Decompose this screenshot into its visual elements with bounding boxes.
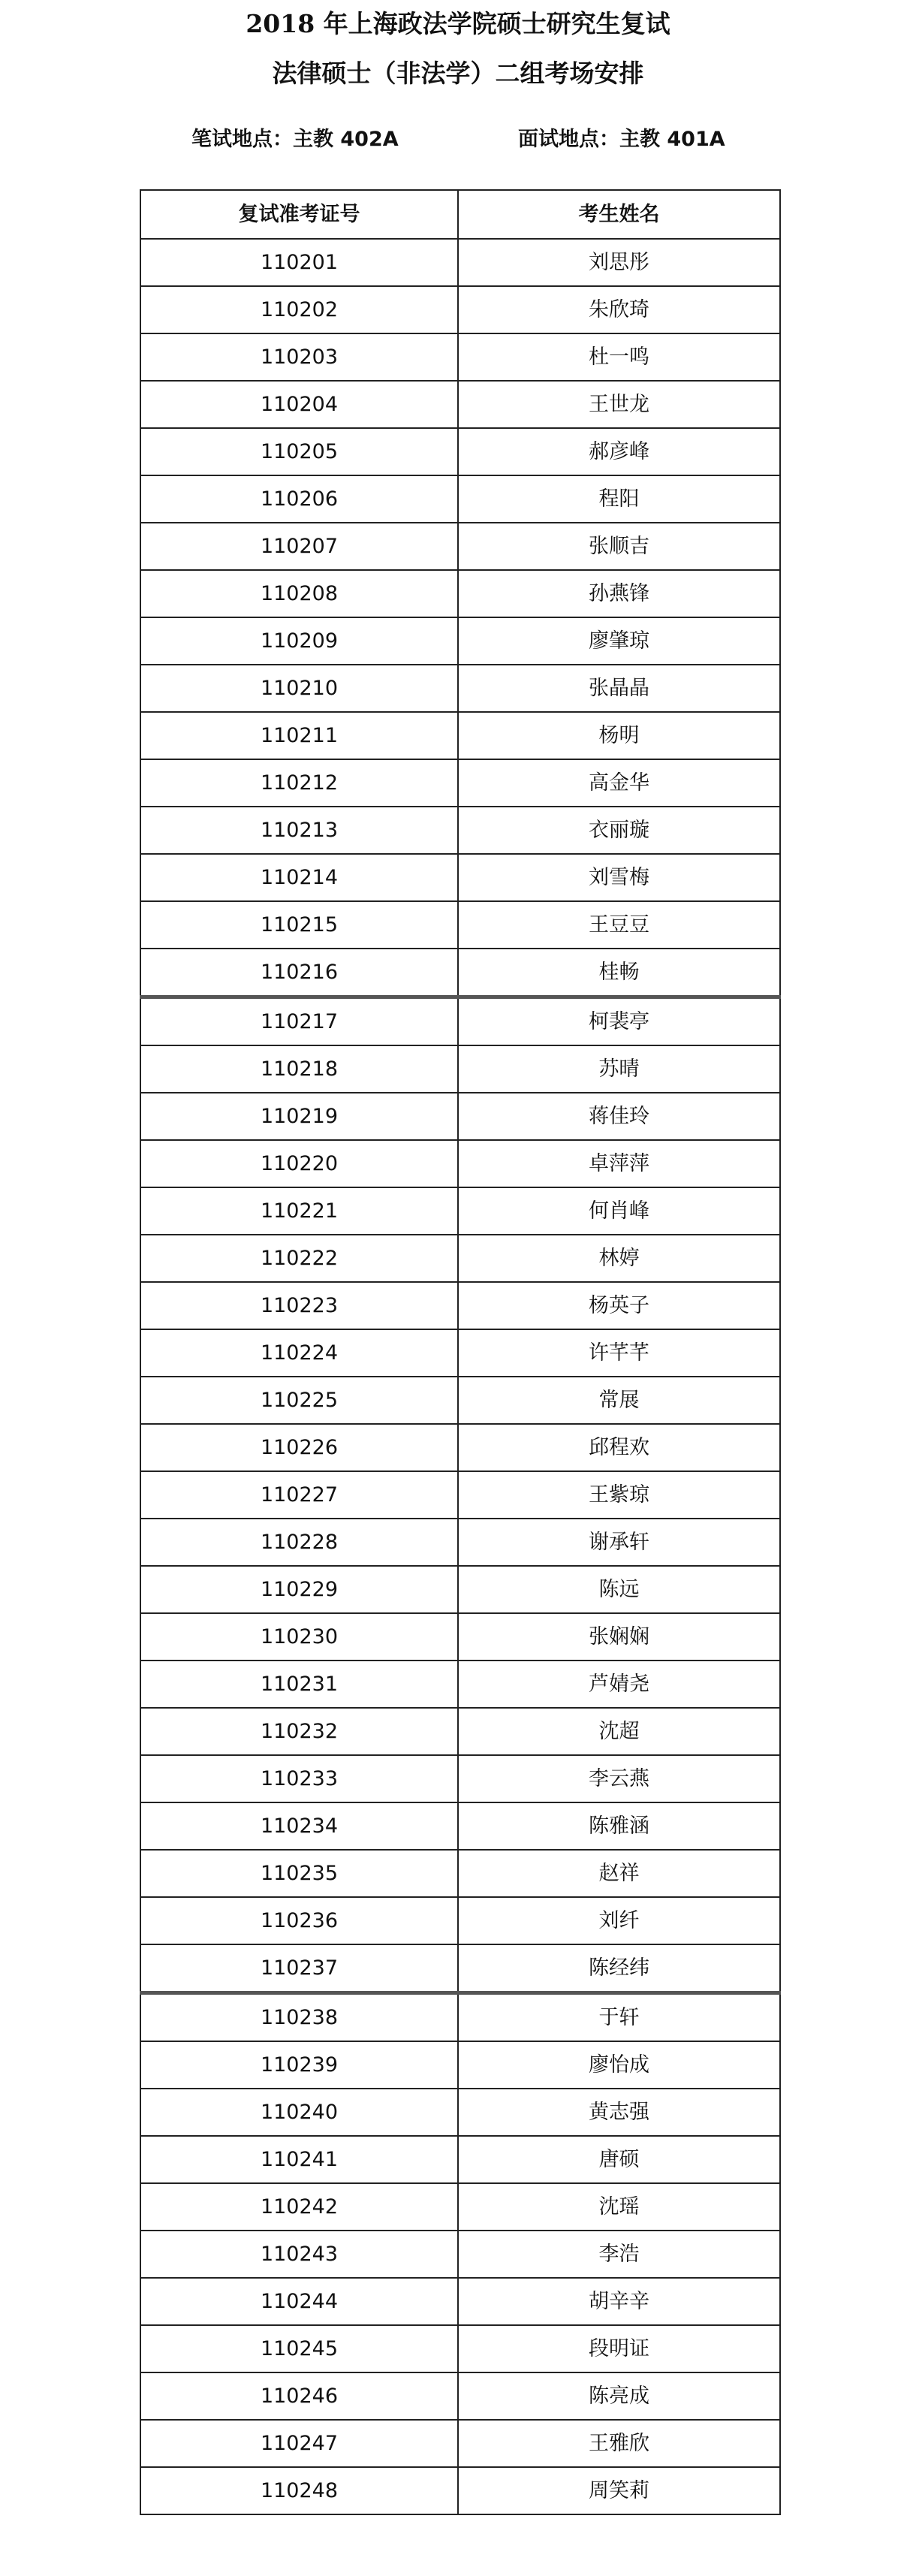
candidate-name: 朱欣琦 (458, 286, 780, 333)
table-row (140, 2136, 780, 2183)
table-row (140, 1045, 780, 1093)
candidate-name: 沈瑶 (458, 2183, 780, 2231)
candidate-name: 王世龙 (458, 381, 780, 428)
candidate-name: 蒋佳玲 (458, 1093, 780, 1140)
candidate-name: 于轩 (458, 1993, 780, 2042)
exam-ticket-number: 110202 (140, 286, 458, 333)
table-row (140, 665, 780, 712)
table-row (140, 759, 780, 807)
table-row (140, 523, 780, 570)
exam-ticket-number: 110203 (140, 333, 458, 381)
exam-ticket-number: 110234 (140, 1802, 458, 1850)
exam-ticket-number: 110218 (140, 1045, 458, 1093)
exam-ticket-number: 110223 (140, 1282, 458, 1329)
interview-location: 面试地点：主教 401A (518, 128, 725, 151)
table-row (140, 2089, 780, 2136)
table-row (140, 2183, 780, 2231)
candidate-name: 黄志强 (458, 2089, 780, 2136)
table-row (140, 997, 780, 1046)
table-row (140, 1329, 780, 1377)
table-row (140, 1093, 780, 1140)
table-row (140, 1897, 780, 1944)
exam-ticket-number: 110233 (140, 1755, 458, 1802)
exam-ticket-number: 110221 (140, 1187, 458, 1235)
exam-ticket-number: 110245 (140, 2325, 458, 2372)
exam-ticket-number: 110240 (140, 2089, 458, 2136)
table-row (140, 286, 780, 333)
candidate-name: 卓萍萍 (458, 1140, 780, 1187)
candidate-name: 谢承轩 (458, 1519, 780, 1566)
exam-ticket-number: 110216 (140, 949, 458, 997)
candidate-name: 孙燕锋 (458, 570, 780, 617)
exam-ticket-number: 110222 (140, 1235, 458, 1282)
table-row (140, 1755, 780, 1802)
table-row (140, 570, 780, 617)
exam-ticket-number: 110211 (140, 712, 458, 759)
table-row (140, 2325, 780, 2372)
candidate-name: 陈经纬 (458, 1944, 780, 1993)
exam-ticket-number: 110244 (140, 2278, 458, 2325)
exam-ticket-number: 110239 (140, 2041, 458, 2089)
exam-ticket-number: 110220 (140, 1140, 458, 1187)
table-row (140, 1993, 780, 2042)
table-row (140, 2278, 780, 2325)
candidate-name: 段明证 (458, 2325, 780, 2372)
candidate-name: 许芊芊 (458, 1329, 780, 1377)
candidate-name: 何肖峰 (458, 1187, 780, 1235)
candidate-name: 周笑莉 (458, 2467, 780, 2514)
exam-ticket-number: 110219 (140, 1093, 458, 1140)
table-row (140, 1282, 780, 1329)
candidate-name: 廖怡成 (458, 2041, 780, 2089)
candidate-name: 衣丽璇 (458, 807, 780, 854)
candidate-name: 陈雅涵 (458, 1802, 780, 1850)
table-row (140, 949, 780, 997)
exam-ticket-number: 110241 (140, 2136, 458, 2183)
candidate-name: 郝彦峰 (458, 428, 780, 475)
page-title: 2018 年上海政法学院硕士研究生复试 (246, 9, 670, 38)
table-row (140, 333, 780, 381)
candidate-name: 张娴娴 (458, 1613, 780, 1661)
exam-ticket-number: 110206 (140, 475, 458, 523)
candidate-name: 杜一鸣 (458, 333, 780, 381)
table-row (140, 475, 780, 523)
table-row (140, 807, 780, 854)
exam-ticket-number: 110225 (140, 1377, 458, 1424)
table-row (140, 1140, 780, 1187)
candidate-name: 王豆豆 (458, 901, 780, 949)
table-row (140, 617, 780, 665)
table-row (140, 1187, 780, 1235)
table-row (140, 1471, 780, 1519)
table-row (140, 428, 780, 475)
candidate-name: 刘思彤 (458, 239, 780, 286)
header-candidate-name: 考生姓名 (458, 190, 780, 239)
candidate-name: 程阳 (458, 475, 780, 523)
table-row (140, 1850, 780, 1897)
table-row (140, 1708, 780, 1755)
exam-ticket-number: 110209 (140, 617, 458, 665)
candidate-name: 林婷 (458, 1235, 780, 1282)
exam-ticket-number: 110242 (140, 2183, 458, 2231)
table-row (140, 1613, 780, 1661)
table-row (140, 381, 780, 428)
candidate-name: 张晶晶 (458, 665, 780, 712)
table-row (140, 1802, 780, 1850)
candidate-name: 芦婧尧 (458, 1661, 780, 1708)
exam-ticket-number: 110236 (140, 1897, 458, 1944)
exam-ticket-number: 110210 (140, 665, 458, 712)
exam-ticket-number: 110231 (140, 1661, 458, 1708)
candidate-name: 赵祥 (458, 1850, 780, 1897)
exam-ticket-number: 110224 (140, 1329, 458, 1377)
exam-ticket-number: 110208 (140, 570, 458, 617)
table-row (140, 1235, 780, 1282)
exam-ticket-number: 110207 (140, 523, 458, 570)
exam-ticket-number: 110214 (140, 854, 458, 901)
header-exam-ticket-number: 复试准考证号 (140, 190, 458, 239)
table-body (140, 239, 780, 2514)
exam-ticket-number: 110235 (140, 1850, 458, 1897)
table-row (140, 901, 780, 949)
exam-ticket-number: 110243 (140, 2231, 458, 2278)
exam-ticket-number: 110228 (140, 1519, 458, 1566)
table-row (140, 1566, 780, 1613)
exam-ticket-number: 110232 (140, 1708, 458, 1755)
candidate-name: 王紫琼 (458, 1471, 780, 1519)
candidate-name: 王雅欣 (458, 2420, 780, 2467)
table-row (140, 239, 780, 286)
exam-ticket-number: 110215 (140, 901, 458, 949)
table-row (140, 2467, 780, 2514)
exam-ticket-number: 110246 (140, 2372, 458, 2420)
exam-ticket-number: 110204 (140, 381, 458, 428)
candidate-name: 苏晴 (458, 1045, 780, 1093)
exam-ticket-number: 110237 (140, 1944, 458, 1993)
candidate-name: 刘纤 (458, 1897, 780, 1944)
table-row (140, 1377, 780, 1424)
table-row (140, 712, 780, 759)
exam-arrangement-table (140, 189, 781, 2515)
candidate-name: 常展 (458, 1377, 780, 1424)
table-row (140, 1424, 780, 1471)
candidate-name: 高金华 (458, 759, 780, 807)
exam-ticket-number: 110248 (140, 2467, 458, 2514)
candidate-name: 李云燕 (458, 1755, 780, 1802)
exam-ticket-number: 110212 (140, 759, 458, 807)
candidate-name: 陈亮成 (458, 2372, 780, 2420)
candidate-name: 张顺吉 (458, 523, 780, 570)
candidate-name: 杨明 (458, 712, 780, 759)
exam-ticket-number: 110205 (140, 428, 458, 475)
exam-ticket-number: 110217 (140, 997, 458, 1046)
exam-ticket-number: 110226 (140, 1424, 458, 1471)
candidate-name: 杨英子 (458, 1282, 780, 1329)
table-row (140, 1661, 780, 1708)
exam-ticket-number: 110227 (140, 1471, 458, 1519)
table-row (140, 2231, 780, 2278)
candidate-name: 胡辛辛 (458, 2278, 780, 2325)
table-row (140, 2420, 780, 2467)
table-row (140, 2041, 780, 2089)
candidate-name: 廖肇琼 (458, 617, 780, 665)
page-subtitle: 法律硕士（非法学）二组考场安排 (272, 59, 644, 88)
candidate-name: 刘雪梅 (458, 854, 780, 901)
exam-ticket-number: 110247 (140, 2420, 458, 2467)
exam-ticket-number: 110201 (140, 239, 458, 286)
written-exam-location: 笔试地点：主教 402A (191, 128, 399, 151)
table-row (140, 854, 780, 901)
candidate-name: 李浩 (458, 2231, 780, 2278)
table-row (140, 1944, 780, 1993)
candidate-name: 唐硕 (458, 2136, 780, 2183)
exam-ticket-number: 110230 (140, 1613, 458, 1661)
exam-ticket-number: 110213 (140, 807, 458, 854)
exam-ticket-number: 110229 (140, 1566, 458, 1613)
candidate-name: 桂畅 (458, 949, 780, 997)
candidate-name: 邱程欢 (458, 1424, 780, 1471)
table-row (140, 2372, 780, 2420)
candidate-name: 陈远 (458, 1566, 780, 1613)
table-header-row (140, 190, 780, 239)
candidate-name: 柯裴亭 (458, 997, 780, 1046)
candidate-name: 沈超 (458, 1708, 780, 1755)
table-row (140, 1519, 780, 1566)
exam-ticket-number: 110238 (140, 1993, 458, 2042)
